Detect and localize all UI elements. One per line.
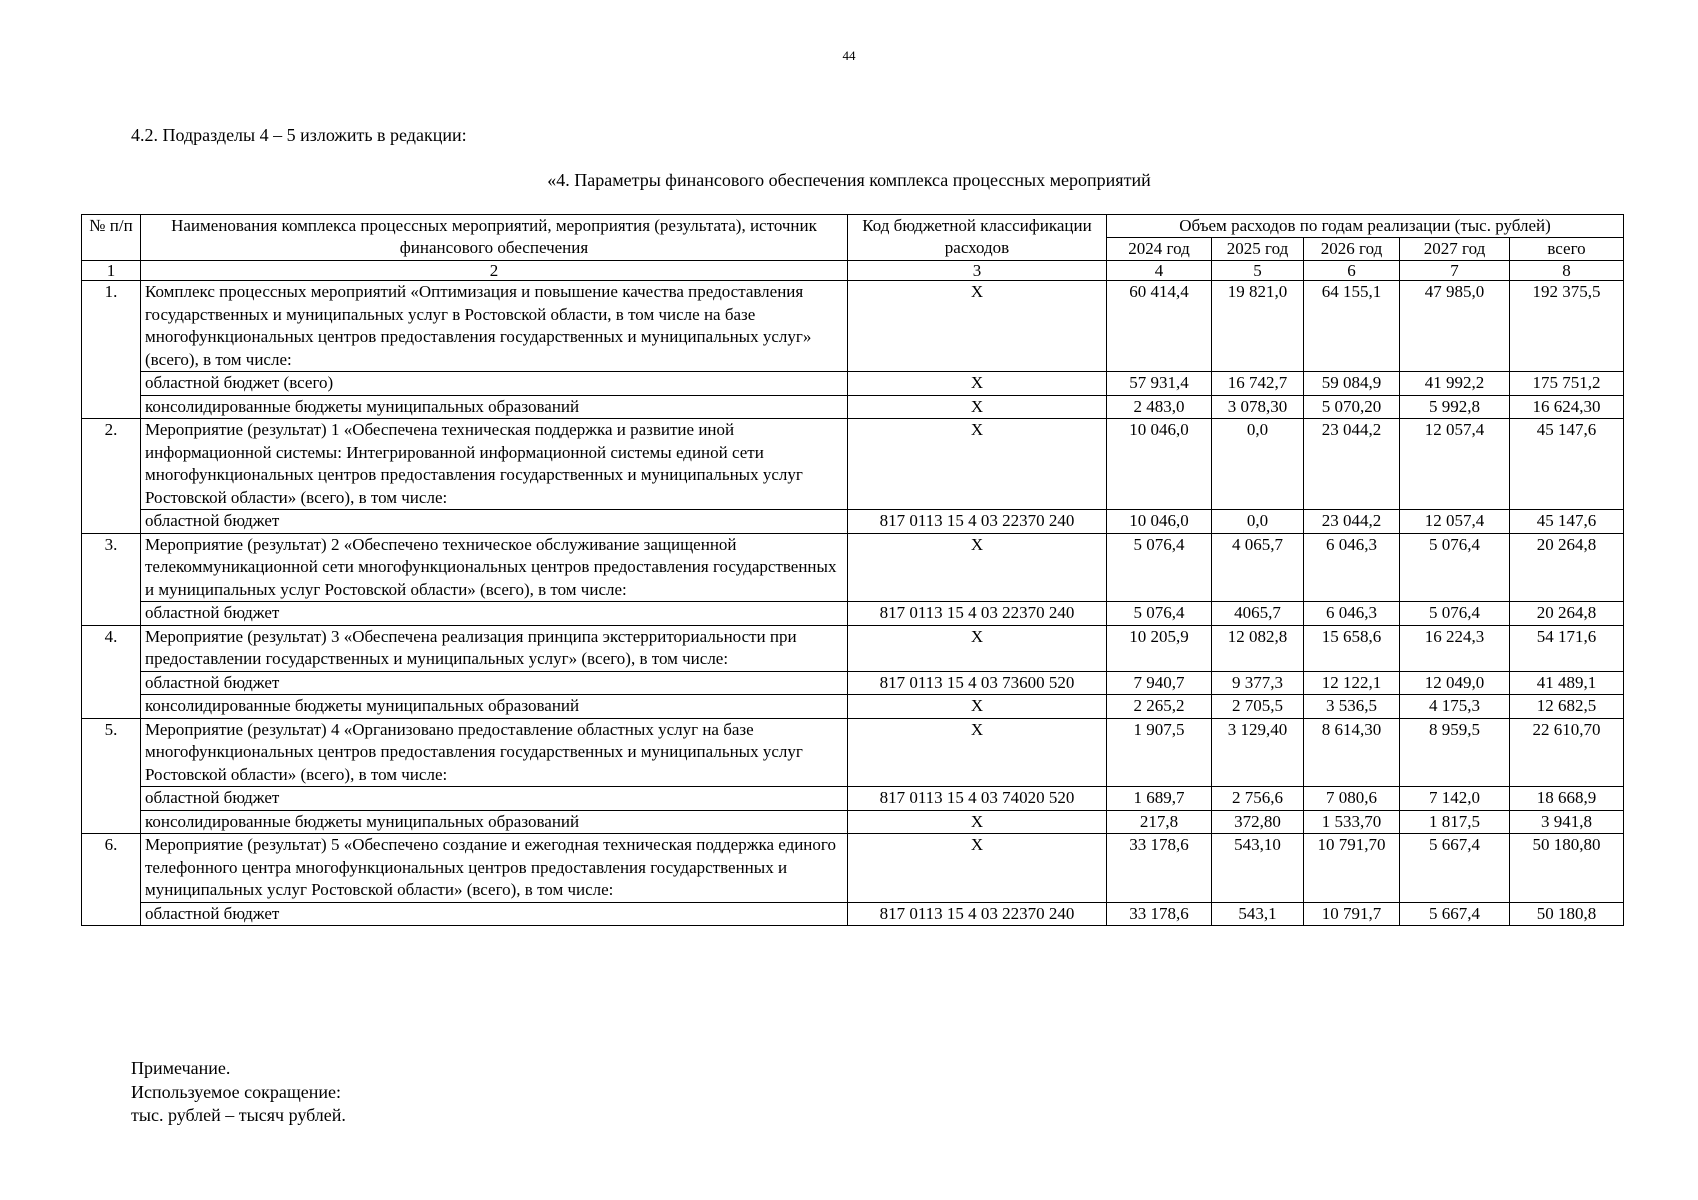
column-number: 1 — [82, 261, 141, 281]
table-row-source — [82, 395, 1624, 419]
item-name-cell: областной бюджет — [141, 510, 848, 534]
item-name-cell: Комплекс процессных мероприятий «Оптимизация и повышение качества предоставления государственных и муниципальных услуг в Ростовской области, в том числе на базе многофункциональных центров предоставления государственных и муниципальных услуг» (всего), в том числе: — [141, 281, 848, 372]
table-row-source — [82, 695, 1624, 719]
header-code: Код бюджетной классификации расходов — [848, 215, 1107, 261]
value-2026-cell: 10 791,70 — [1304, 834, 1400, 903]
item-name-cell: областной бюджет (всего) — [141, 372, 848, 396]
value-2025-cell: 543,10 — [1212, 834, 1304, 903]
value-2024-cell: 1 907,5 — [1107, 718, 1212, 787]
value-2026-cell: 10 791,7 — [1304, 902, 1400, 926]
value-2026-cell: 7 080,6 — [1304, 787, 1400, 811]
value-2026-cell: 6 046,3 — [1304, 533, 1400, 602]
budget-code-cell: 817 0113 15 4 03 22370 240 — [848, 902, 1107, 926]
value-2026-cell: 6 046,3 — [1304, 602, 1400, 626]
value-total-cell: 20 264,8 — [1510, 533, 1624, 602]
value-2025-cell: 0,0 — [1212, 510, 1304, 534]
value-2026-cell: 23 044,2 — [1304, 419, 1400, 510]
table-row-source — [82, 671, 1624, 695]
table-row-main — [82, 281, 1624, 372]
value-total-cell: 45 147,6 — [1510, 419, 1624, 510]
value-total-cell: 18 668,9 — [1510, 787, 1624, 811]
table-row-source — [82, 602, 1624, 626]
value-2024-cell: 2 483,0 — [1107, 395, 1212, 419]
budget-code-cell: 817 0113 15 4 03 74020 520 — [848, 787, 1107, 811]
budget-code-cell: X — [848, 695, 1107, 719]
header-total: всего — [1510, 238, 1624, 261]
column-number: 8 — [1510, 261, 1624, 281]
row-number-cell: 1. — [82, 281, 141, 419]
header-year-2026: 2026 год — [1304, 238, 1400, 261]
value-total-cell: 3 941,8 — [1510, 810, 1624, 834]
budget-code-cell: 817 0113 15 4 03 22370 240 — [848, 602, 1107, 626]
header-year-2027: 2027 год — [1400, 238, 1510, 261]
value-2027-cell: 1 817,5 — [1400, 810, 1510, 834]
column-number: 6 — [1304, 261, 1400, 281]
value-2026-cell: 8 614,30 — [1304, 718, 1400, 787]
value-total-cell: 22 610,70 — [1510, 718, 1624, 787]
value-2027-cell: 7 142,0 — [1400, 787, 1510, 811]
table-row-source — [82, 902, 1624, 926]
value-2027-cell: 5 076,4 — [1400, 602, 1510, 626]
row-number-cell: 5. — [82, 718, 141, 834]
header-year-2025: 2025 год — [1212, 238, 1304, 261]
column-number: 2 — [141, 261, 848, 281]
financing-table — [81, 214, 1624, 926]
value-2025-cell: 3 129,40 — [1212, 718, 1304, 787]
value-2024-cell: 33 178,6 — [1107, 902, 1212, 926]
value-total-cell: 20 264,8 — [1510, 602, 1624, 626]
value-total-cell: 50 180,80 — [1510, 834, 1624, 903]
row-number-cell: 6. — [82, 834, 141, 926]
value-2024-cell: 2 265,2 — [1107, 695, 1212, 719]
value-2027-cell: 12 057,4 — [1400, 510, 1510, 534]
budget-code-cell: X — [848, 533, 1107, 602]
value-total-cell: 45 147,6 — [1510, 510, 1624, 534]
value-total-cell: 50 180,8 — [1510, 902, 1624, 926]
budget-code-cell: X — [848, 281, 1107, 372]
value-2027-cell: 5 667,4 — [1400, 834, 1510, 903]
value-2025-cell: 9 377,3 — [1212, 671, 1304, 695]
value-2025-cell: 0,0 — [1212, 419, 1304, 510]
value-2027-cell: 16 224,3 — [1400, 625, 1510, 671]
value-2025-cell: 543,1 — [1212, 902, 1304, 926]
value-2024-cell: 57 931,4 — [1107, 372, 1212, 396]
note-abbreviation-label: Используемое сокращение: — [131, 1081, 341, 1102]
budget-code-cell: X — [848, 395, 1107, 419]
value-2024-cell: 7 940,7 — [1107, 671, 1212, 695]
value-2027-cell: 4 175,3 — [1400, 695, 1510, 719]
table-row-source — [82, 372, 1624, 396]
table-row-main — [82, 419, 1624, 510]
header-num: № п/п — [82, 215, 141, 261]
value-2026-cell: 1 533,70 — [1304, 810, 1400, 834]
column-number: 5 — [1212, 261, 1304, 281]
intro-text: 4.2. Подразделы 4 – 5 изложить в редакции: — [131, 125, 467, 145]
item-name-cell: областной бюджет — [141, 787, 848, 811]
value-2027-cell: 12 049,0 — [1400, 671, 1510, 695]
value-2025-cell: 372,80 — [1212, 810, 1304, 834]
item-name-cell: Мероприятие (результат) 1 «Обеспечена техническая поддержка и развитие иной информационной системы: Интегрированной информационной системы единой сети многофункциональных центров предоставления государственных и муниципальных услуг Ростовской области» (всего), в том числе: — [141, 419, 848, 510]
row-number-cell: 4. — [82, 625, 141, 718]
budget-code-cell: X — [848, 372, 1107, 396]
budget-code-cell: 817 0113 15 4 03 22370 240 — [848, 510, 1107, 534]
budget-code-cell: X — [848, 718, 1107, 787]
item-name-cell: Мероприятие (результат) 5 «Обеспечено создание и ежегодная техническая поддержка единого телефонного центра многофункциональных центров предоставления государственных и муниципальных услуг Ростовской области» (всего), в том числе: — [141, 834, 848, 903]
value-2025-cell: 3 078,30 — [1212, 395, 1304, 419]
table-row-source — [82, 810, 1624, 834]
table-body — [82, 261, 1624, 926]
value-total-cell: 192 375,5 — [1510, 281, 1624, 372]
value-2026-cell: 64 155,1 — [1304, 281, 1400, 372]
value-2024-cell: 10 205,9 — [1107, 625, 1212, 671]
value-total-cell: 16 624,30 — [1510, 395, 1624, 419]
value-2027-cell: 5 076,4 — [1400, 533, 1510, 602]
value-2025-cell: 12 082,8 — [1212, 625, 1304, 671]
column-number-row — [82, 261, 1624, 281]
note-abbreviation: тыс. рублей – тысяч рублей. — [131, 1105, 346, 1125]
header-volume: Объем расходов по годам реализации (тыс. рублей) — [1107, 215, 1624, 238]
table-row-main — [82, 533, 1624, 602]
section-title: «4. Параметры финансового обеспечения комплекса процессных мероприятий — [547, 170, 1151, 190]
budget-code-cell: 817 0113 15 4 03 73600 520 — [848, 671, 1107, 695]
value-total-cell: 175 751,2 — [1510, 372, 1624, 396]
value-2025-cell: 4 065,7 — [1212, 533, 1304, 602]
table-row-main — [82, 718, 1624, 787]
item-name-cell: областной бюджет — [141, 602, 848, 626]
item-name-cell: Мероприятие (результат) 2 «Обеспечено техническое обслуживание защищенной телекоммуникационной сети многофункциональных центров предоставления государственных и муниципальных услуг Ростовской области» (всего), в том числе: — [141, 533, 848, 602]
budget-code-cell: X — [848, 834, 1107, 903]
item-name-cell: Мероприятие (результат) 4 «Организовано предоставление областных услуг на базе многофункциональных центров предоставления государственных и муниципальных услуг Ростовской области» (всего), в том числе: — [141, 718, 848, 787]
row-number-cell: 3. — [82, 533, 141, 625]
header-year-2024: 2024 год — [1107, 238, 1212, 261]
value-2025-cell: 19 821,0 — [1212, 281, 1304, 372]
value-2026-cell: 12 122,1 — [1304, 671, 1400, 695]
header-name: Наименования комплекса процессных мероприятий, мероприятия (результата), источник финансового обеспечения — [141, 215, 848, 261]
item-name-cell: консолидированные бюджеты муниципальных образований — [141, 695, 848, 719]
value-2027-cell: 5 992,8 — [1400, 395, 1510, 419]
value-total-cell: 54 171,6 — [1510, 625, 1624, 671]
value-2027-cell: 47 985,0 — [1400, 281, 1510, 372]
budget-code-cell: X — [848, 625, 1107, 671]
item-name-cell: консолидированные бюджеты муниципальных образований — [141, 810, 848, 834]
value-2026-cell: 3 536,5 — [1304, 695, 1400, 719]
column-number: 3 — [848, 261, 1107, 281]
value-2025-cell: 2 756,6 — [1212, 787, 1304, 811]
value-2024-cell: 5 076,4 — [1107, 602, 1212, 626]
table-row-main — [82, 834, 1624, 903]
value-2024-cell: 10 046,0 — [1107, 510, 1212, 534]
page-number: 44 — [842, 48, 856, 63]
table-row-source — [82, 787, 1624, 811]
value-2026-cell: 5 070,20 — [1304, 395, 1400, 419]
value-2027-cell: 8 959,5 — [1400, 718, 1510, 787]
value-2025-cell: 2 705,5 — [1212, 695, 1304, 719]
value-2027-cell: 41 992,2 — [1400, 372, 1510, 396]
value-2025-cell: 16 742,7 — [1212, 372, 1304, 396]
budget-code-cell: X — [848, 419, 1107, 510]
column-number: 4 — [1107, 261, 1212, 281]
budget-code-cell: X — [848, 810, 1107, 834]
value-2026-cell: 23 044,2 — [1304, 510, 1400, 534]
item-name-cell: областной бюджет — [141, 671, 848, 695]
item-name-cell: областной бюджет — [141, 902, 848, 926]
item-name-cell: Мероприятие (результат) 3 «Обеспечена реализация принципа экстерриториальности при предоставлении государственных и муниципальных услуг» (всего), в том числе: — [141, 625, 848, 671]
value-2024-cell: 10 046,0 — [1107, 419, 1212, 510]
value-2025-cell: 4065,7 — [1212, 602, 1304, 626]
value-total-cell: 12 682,5 — [1510, 695, 1624, 719]
table-row-main — [82, 625, 1624, 671]
value-2026-cell: 15 658,6 — [1304, 625, 1400, 671]
row-number-cell: 2. — [82, 419, 141, 534]
value-2024-cell: 5 076,4 — [1107, 533, 1212, 602]
value-2026-cell: 59 084,9 — [1304, 372, 1400, 396]
footnote — [131, 1057, 346, 1128]
column-number: 7 — [1400, 261, 1510, 281]
value-2024-cell: 33 178,6 — [1107, 834, 1212, 903]
value-2027-cell: 12 057,4 — [1400, 419, 1510, 510]
value-2027-cell: 5 667,4 — [1400, 902, 1510, 926]
table-row-source — [82, 510, 1624, 534]
value-2024-cell: 60 414,4 — [1107, 281, 1212, 372]
value-total-cell: 41 489,1 — [1510, 671, 1624, 695]
value-2024-cell: 1 689,7 — [1107, 787, 1212, 811]
value-2024-cell: 217,8 — [1107, 810, 1212, 834]
note-title: Примечание. — [131, 1058, 231, 1078]
item-name-cell: консолидированные бюджеты муниципальных образований — [141, 395, 848, 419]
